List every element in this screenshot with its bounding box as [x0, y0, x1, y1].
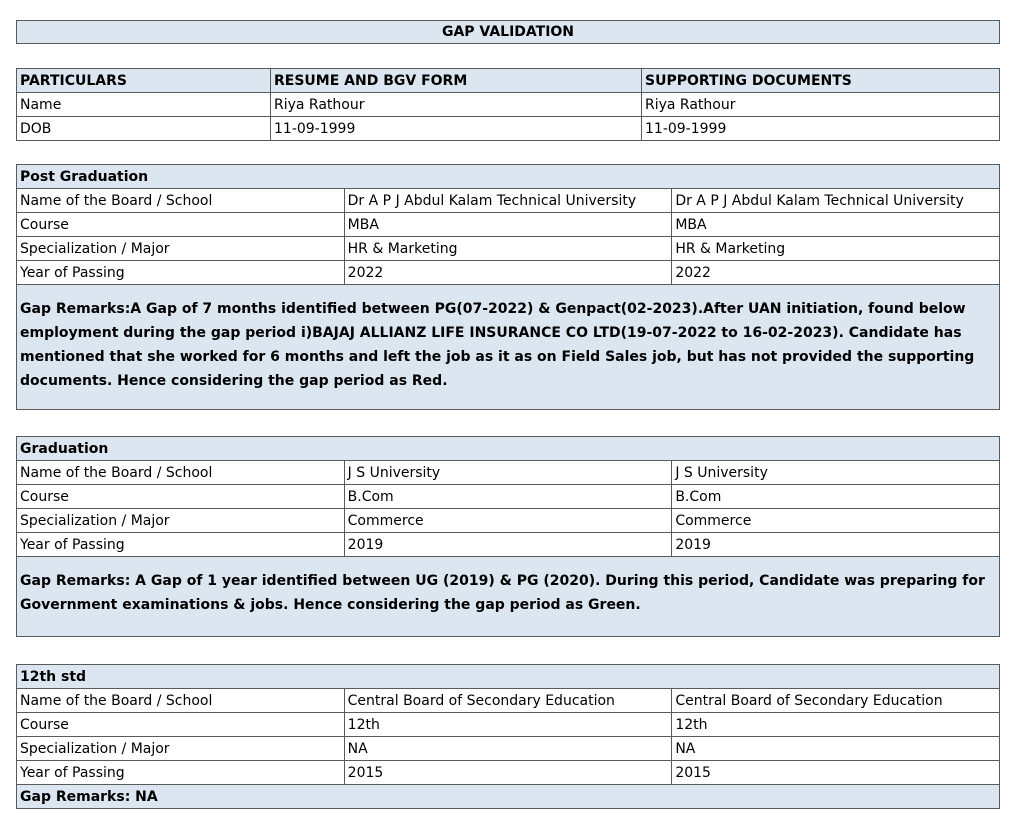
row-label: Specialization / Major [17, 737, 345, 761]
personal-table [16, 68, 1000, 141]
gap-remarks: Gap Remarks: A Gap of 1 year identified between UG (2019) & PG (2020). During this period, Candidate was preparing for Government examinations & jobs. Hence considering the gap period as Green. [17, 557, 1000, 637]
table-row [17, 737, 1000, 761]
docs-value: MBA [672, 213, 1000, 237]
docs-value: B.Com [672, 485, 1000, 509]
pg-section [16, 164, 1000, 410]
header-resume: RESUME AND BGV FORM [271, 69, 642, 93]
remarks-row [17, 557, 1000, 637]
row-label: Course [17, 485, 345, 509]
row-label: Name of the Board / School [17, 189, 345, 213]
remarks-row [17, 285, 1000, 410]
resume-value: 2022 [344, 261, 672, 285]
table-row [17, 533, 1000, 557]
resume-value: J S University [344, 461, 672, 485]
docs-value: Dr A P J Abdul Kalam Technical University [672, 189, 1000, 213]
resume-value: Commerce [344, 509, 672, 533]
gap-remarks: Gap Remarks:A Gap of 7 months identified between PG(07-2022) & Genpact(02-2023).After UAN initiation, found below employment during the gap period i)BAJAJ ALLIANZ LIFE INSURANCE CO LTD(19-07-2022 to 16-02-2023). Candidate has mentioned that she worked for 6 months and left the job as it as on Field Sales job, but has not provided the supporting documents. Hence considering the gap period as Red. [17, 285, 1000, 410]
row-label: Course [17, 713, 345, 737]
docs-value: 2015 [672, 761, 1000, 785]
docs-value: HR & Marketing [672, 237, 1000, 261]
section-header [17, 165, 1000, 189]
row-label: DOB [17, 117, 271, 141]
twelfth-section [16, 664, 1000, 809]
resume-value: B.Com [344, 485, 672, 509]
header-row [17, 69, 1000, 93]
docs-value: NA [672, 737, 1000, 761]
header-particulars: PARTICULARS [17, 69, 271, 93]
gap-remarks: Gap Remarks: NA [17, 785, 1000, 809]
section-header [17, 437, 1000, 461]
row-label: Specialization / Major [17, 509, 345, 533]
table-row [17, 261, 1000, 285]
row-label: Specialization / Major [17, 237, 345, 261]
docs-value: 2019 [672, 533, 1000, 557]
section-title: Graduation [17, 437, 1000, 461]
header-supporting-docs: SUPPORTING DOCUMENTS [642, 69, 1000, 93]
table-row [17, 93, 1000, 117]
resume-value: 12th [344, 713, 672, 737]
table-row [17, 485, 1000, 509]
row-label: Name of the Board / School [17, 689, 345, 713]
table-row [17, 761, 1000, 785]
docs-value: Central Board of Secondary Education [672, 689, 1000, 713]
docs-value: 12th [672, 713, 1000, 737]
table-row [17, 713, 1000, 737]
table-row [17, 117, 1000, 141]
section-title: 12th std [17, 665, 1000, 689]
table-row [17, 689, 1000, 713]
resume-value: Central Board of Secondary Education [344, 689, 672, 713]
resume-value: 11-09-1999 [271, 117, 642, 141]
resume-value: Dr A P J Abdul Kalam Technical University [344, 189, 672, 213]
docs-value: 11-09-1999 [642, 117, 1000, 141]
docs-value: J S University [672, 461, 1000, 485]
grad-section [16, 436, 1000, 637]
table-row [17, 213, 1000, 237]
section-title: Post Graduation [17, 165, 1000, 189]
resume-value: 2019 [344, 533, 672, 557]
section-header [17, 665, 1000, 689]
resume-value: Riya Rathour [271, 93, 642, 117]
row-label: Year of Passing [17, 261, 345, 285]
docs-value: Riya Rathour [642, 93, 1000, 117]
docs-value: Commerce [672, 509, 1000, 533]
row-label: Name [17, 93, 271, 117]
resume-value: HR & Marketing [344, 237, 672, 261]
table-row [17, 189, 1000, 213]
row-label: Course [17, 213, 345, 237]
row-label: Year of Passing [17, 533, 345, 557]
row-label: Name of the Board / School [17, 461, 345, 485]
page-title: GAP VALIDATION [16, 20, 1000, 44]
resume-value: 2015 [344, 761, 672, 785]
row-label: Year of Passing [17, 761, 345, 785]
table-row [17, 509, 1000, 533]
docs-value: 2022 [672, 261, 1000, 285]
table-row [17, 461, 1000, 485]
resume-value: MBA [344, 213, 672, 237]
resume-value: NA [344, 737, 672, 761]
table-row [17, 237, 1000, 261]
remarks-row [17, 785, 1000, 809]
